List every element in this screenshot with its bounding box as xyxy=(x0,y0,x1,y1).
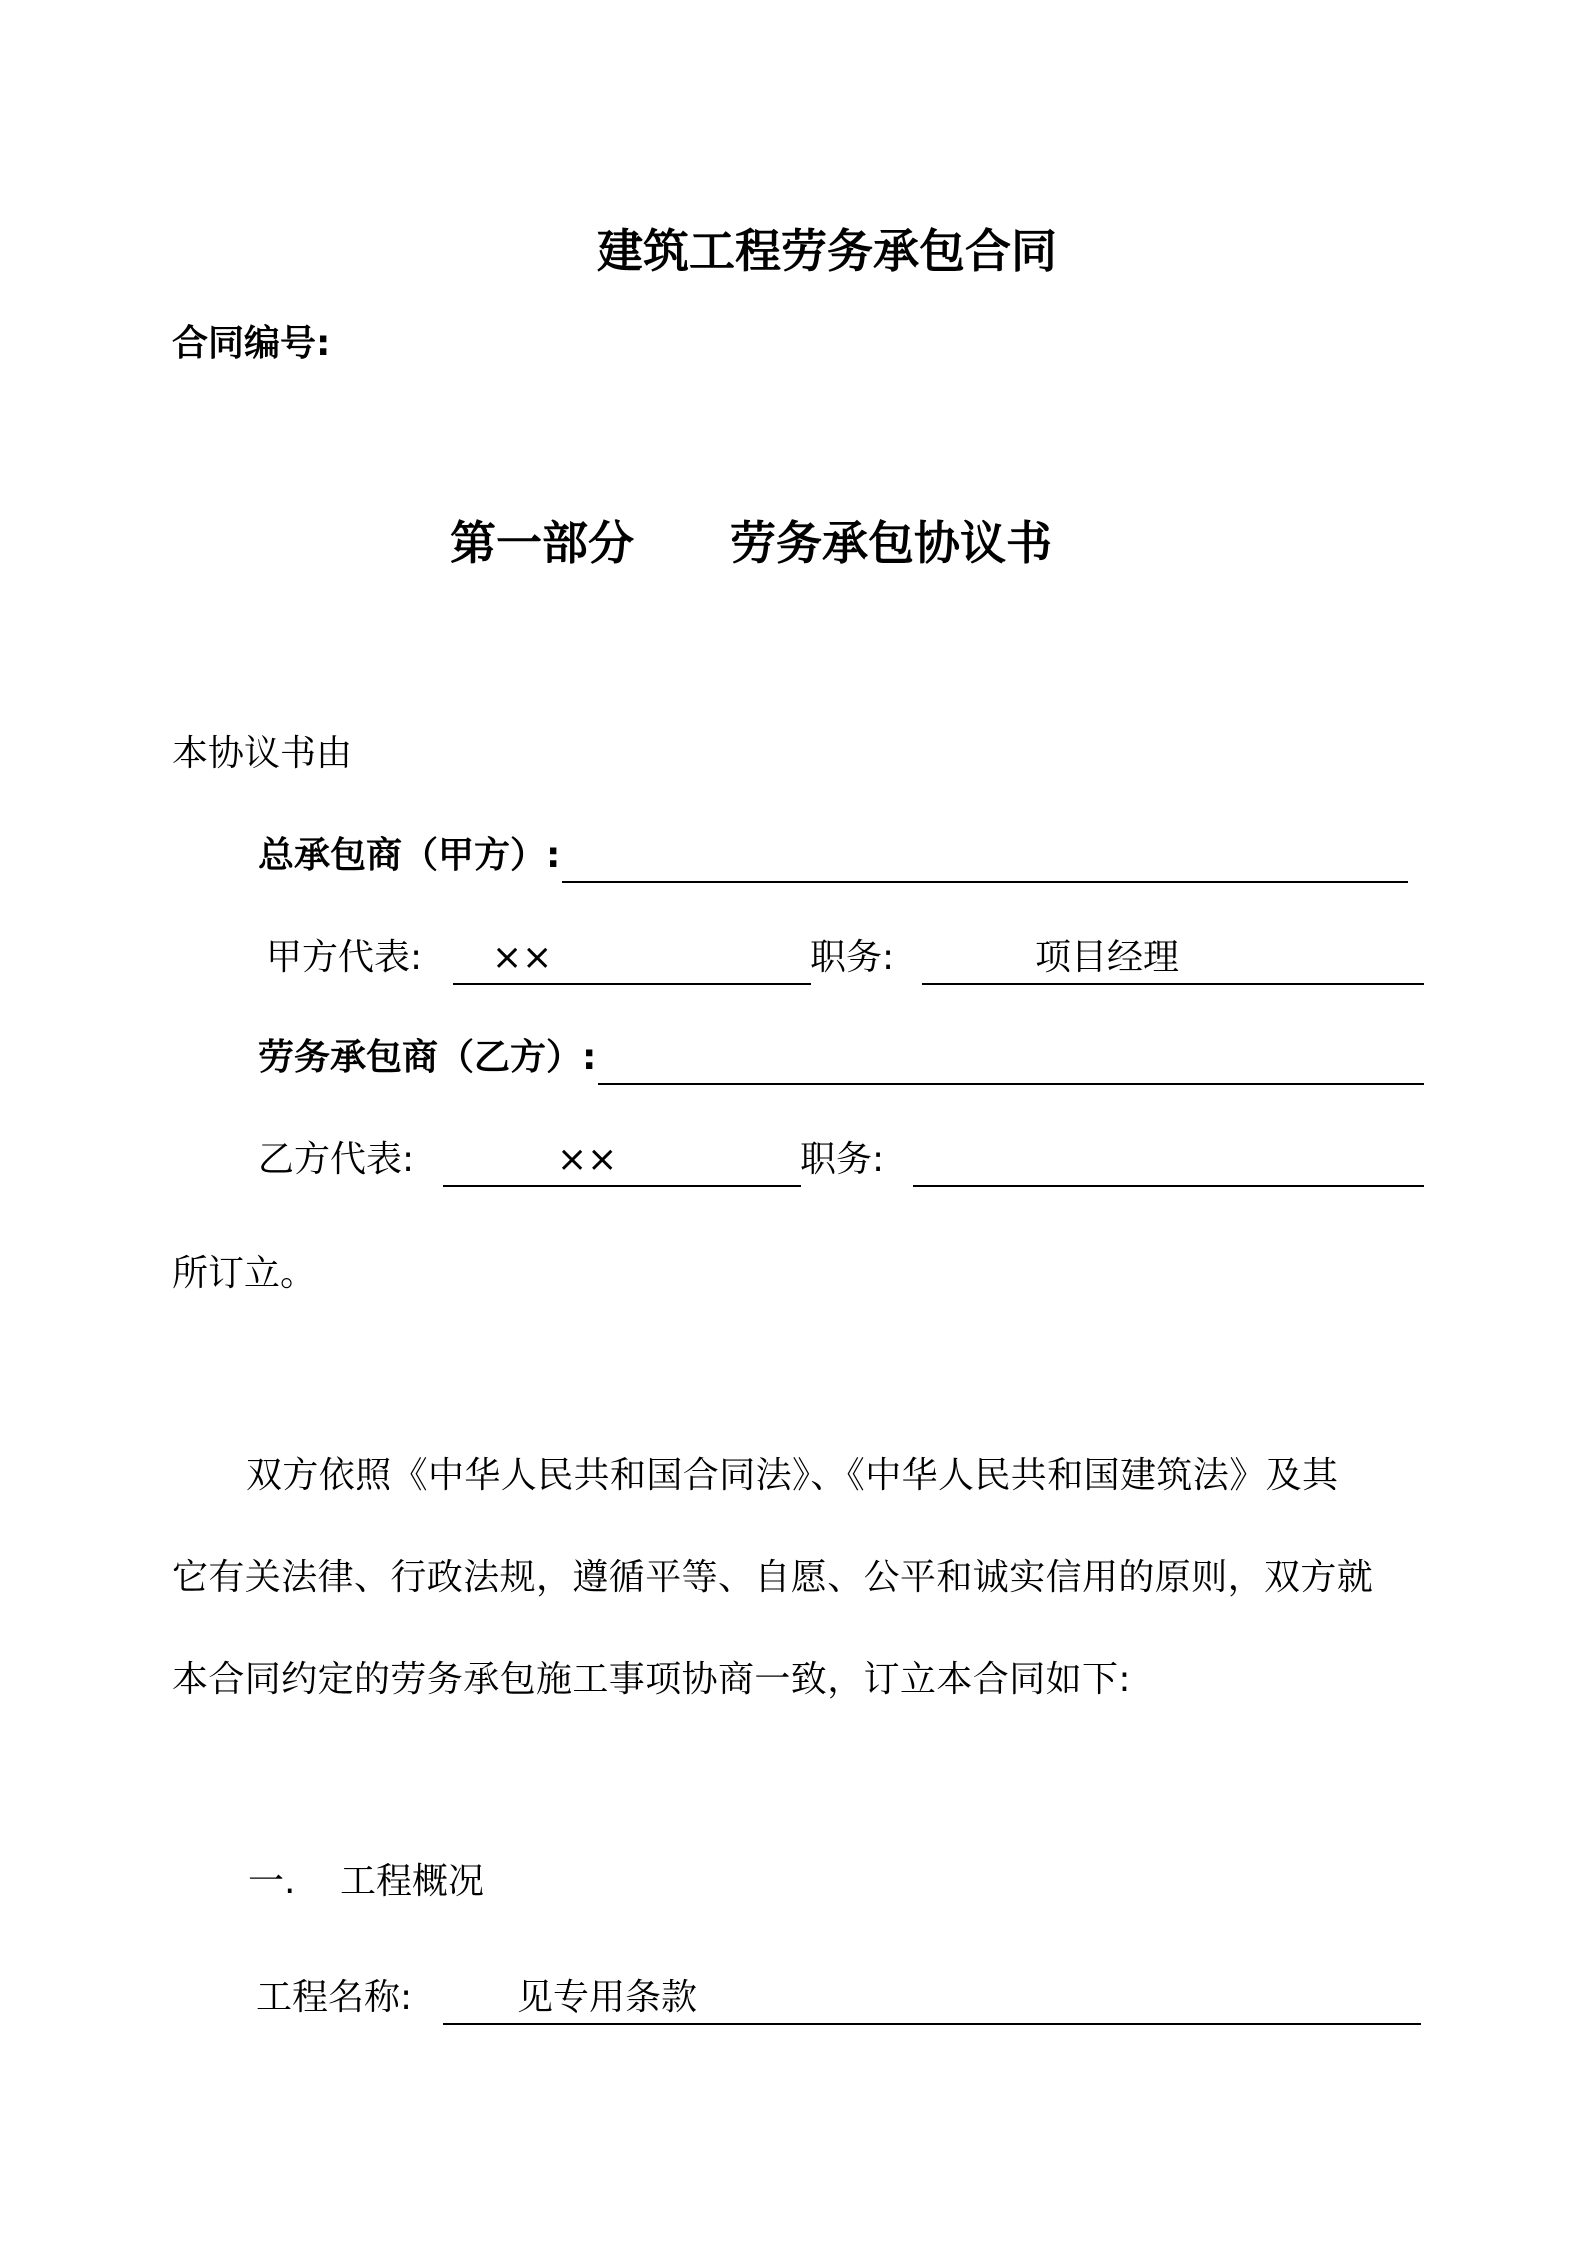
party-a-position-label: 职务: xyxy=(810,937,895,978)
paragraph-line-2: 它有关法律、行政法规，遵循平等、自愿、公平和诚实信用的原则，双方就 xyxy=(172,1557,1374,1598)
section-1-number: 一. xyxy=(248,1861,296,1902)
paragraph-line-1: 双方依照《中华人民共和国合同法》、《中华人民共和国建筑法》及其 xyxy=(246,1455,1339,1496)
project-name-field[interactable] xyxy=(443,2023,1421,2025)
concluded-text: 所订立。 xyxy=(172,1253,317,1294)
labor-contractor-field[interactable] xyxy=(598,1083,1424,1085)
general-contractor-field[interactable] xyxy=(562,881,1408,883)
project-name-value: 见专用条款 xyxy=(517,1977,698,2018)
project-name-label: 工程名称: xyxy=(256,1977,413,2018)
intro-text: 本协议书由 xyxy=(172,733,353,774)
party-a-rep-label: 甲方代表: xyxy=(266,937,423,978)
party-b-rep-field[interactable] xyxy=(443,1185,801,1187)
labor-contractor-label: 劳务承包商（乙方）: xyxy=(258,1037,597,1078)
contract-number-label: 合同编号: xyxy=(172,323,331,364)
section-1-title: 工程概况 xyxy=(340,1861,485,1902)
paragraph-line-3: 本合同约定的劳务承包施工事项协商一致，订立本合同如下: xyxy=(172,1659,1131,1700)
general-contractor-label: 总承包商（甲方）: xyxy=(258,835,561,876)
party-a-rep-field[interactable] xyxy=(453,983,811,985)
party-b-position-field[interactable] xyxy=(913,1185,1424,1187)
part-heading-title: 劳务承包协议书 xyxy=(730,516,1052,570)
part-heading-number: 第一部分 xyxy=(450,516,634,570)
party-a-position-field[interactable] xyxy=(922,983,1424,985)
party-b-position-label: 职务: xyxy=(800,1139,885,1180)
party-a-position-value: 项目经理 xyxy=(1035,937,1180,978)
party-b-rep-value: ×× xyxy=(557,1139,618,1180)
document-title: 建筑工程劳务承包合同 xyxy=(597,224,1057,278)
party-a-rep-value: ×× xyxy=(492,937,553,978)
party-b-rep-label: 乙方代表: xyxy=(258,1139,415,1180)
